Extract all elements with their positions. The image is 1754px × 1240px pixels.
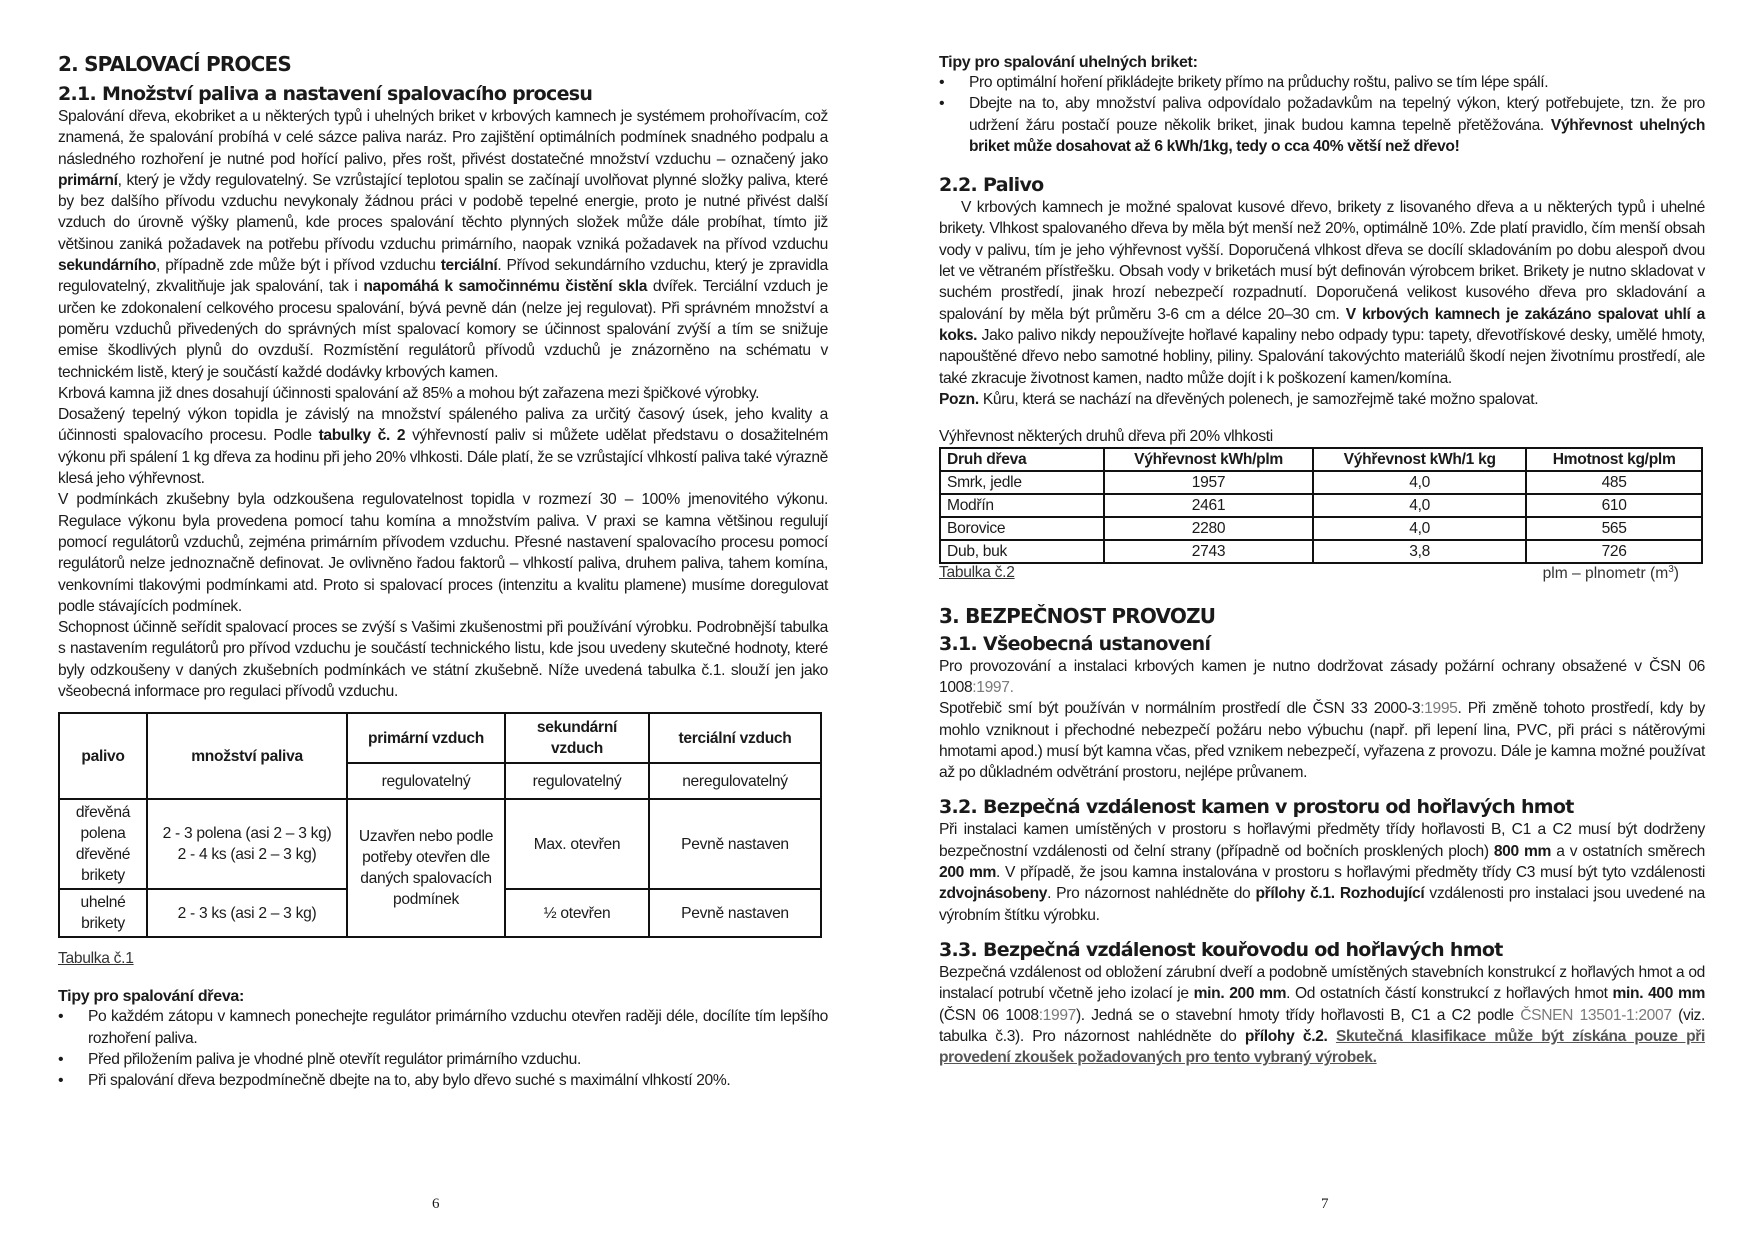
list-item: • Před přiložením paliva je vhodné plně otevřít regulátor primárního vzduchu. (58, 1049, 828, 1070)
paragraph-environment: Spotřebič smí být používán v normálním prostředí dle ČSN 33 2000-3:1995. Při změně tohoto prostředí, kdy by mohlo vzniknout i přechodné nebezpečí požáru nebo výbuchu (např. při lepení lina, PVC, při práci s nátěrovými hmotami apod.) musí být kamna včas, před vznikem nebezpečí, vyřazena z provozu. Dále je kamna možné používat až po důkladném odvětrání prostoru, nejlépe průvanem. (939, 700, 1705, 782)
table-header: Výhřevnost kWh/1 kg (1313, 448, 1526, 471)
tips-title: Tipy pro spalování dřeva: (58, 988, 245, 1006)
table-header: množství paliva (147, 713, 347, 799)
tips-list (58, 1006, 828, 1091)
table-subheader: regulovatelný (347, 763, 505, 799)
air-regulation-table (58, 712, 822, 938)
subsection-title: 2.2. Palivo (939, 174, 1044, 197)
tips-list (939, 72, 1705, 157)
paragraph-adjustment: Schopnost účinně seřídit spalovací proces se zvýší s Vašimi zkušenostmi při používání výrobku. Podrobnější tabulka s nastavením regulátorů pro přívod vzduchu je součástí technického listu, kde jsou uvedeny skutečné hodnoty, které byly odzkoušeny v daných zkušebních podmínkách ve státní zkušebně. Níže uvedená tabulka č.1. slouží jen jako všeobecná informace pro regulaci přívodů vzduchu. (58, 619, 828, 701)
table-header: Hmotnost kg/plm (1526, 448, 1702, 471)
paragraph-output: Dosažený tepelný výkon topidla je závislý na množství spáleného paliva za určitý časový úsek, jeho kvality a účinnosti spalovacího procesu. Podle tabulky č. 2 výhřevností paliv si můžete udělat představu o dosažitelném výkonu při spálení 1 kg dřeva za hodinu při jeho 20% vlhkosti. Dále platí, že se vzrůstající vlhkostí paliva také výrazně klesá jeho výhřevnost. (58, 406, 828, 488)
table-header: terciální vzduch (649, 713, 821, 763)
table-row: dřevěná polena dřevěné brikety 2 - 3 polena (asi 2 – 3 kg) 2 - 4 ks (asi 2 – 3 kg) Uzavřen nebo podle potřeby otevřen dle daných spalovacích podmínek Max. otevřen Pevně nastaven (59, 799, 821, 889)
table-footnote: plm – plnometr $(m^3)$ (1542, 564, 1679, 583)
page-number: 6 (432, 1196, 440, 1212)
subsection-title: 3.3. Bezpečná vzdálenost kouřovodu od hořlavých hmot (939, 938, 1503, 961)
paragraph-distance: Při instalaci kamen umístěných v prostoru s hořlavými předměty třídy hořlavosti B, C1 a C2 musí být dodrženy bezpečnostní vzdálenosti od čelní strany (případně od bočních prosklených ploch) 800 mm a v ostatních směrech 200 mm. V případě, že jsou kamna instalována v prostoru s hořlavými předměty třídy C3 musí být tyto vzdálenosti zdvojnásobeny. Pro názornost nahlédněte do přílohy č.1. Rozhodující vzdálenosti pro instalaci jsou uvedené na výrobním štítku výrobku. (939, 821, 1706, 924)
paragraph-flue-distance: Bezpečná vzdálenost od obložení zárubní dveří a podobně umístěných stavebních konstrukcí z hořlavých hmot a od instalací potrubí včetně jeho izolací je min. 200 mm. Od ostatních částí konstrukcí z hořlavých hmot min. 400 mm (ČSN 06 1008:1997). Jedná se o stavební hmoty třídy hořlavosti B, C1 a C2 podle ČSNEN 13501-1:2007 (viz. tabulka č.3). Pro názornost nahlédněte do přílohy č.2. Skutečná klasifikace může být získána pouze při provedení zkoušek požadovaných pro tento vybraný výrobek. (939, 963, 1706, 1067)
list-item: • Dbejte na to, aby množství paliva odpovídalo požadavkům na tepelný výkon, který potřebujete, tzn. že pro udržení žáru postačí pouze několik briket, jinak budou kamna tepelně přetěžována. Výhřevnost uhelných briket může dosahovat až 6 kWh/1kg, tedy o cca 40% větší než dřevo! (939, 93, 1705, 157)
table-caption: Tabulka č.1 (58, 950, 134, 968)
table-row: Smrk, jedle 1957 4,0 485 (940, 471, 1702, 494)
section-title: 2. SPALOVACÍ PROCES (58, 52, 291, 76)
subsection-title: 2.1. Množství paliva a nastavení spalovacího procesu (58, 83, 593, 105)
table-header: primární vzduch (347, 713, 505, 763)
page-number: 7 (1321, 1196, 1329, 1212)
left-page (58, 0, 828, 1240)
table-subheader: neregulovatelný (649, 763, 821, 799)
table-row: uhelné brikety 2 - 3 ks (asi 2 – 3 kg) ½ otevřen Pevně nastaven (59, 889, 821, 937)
table-subheader: regulovatelný (505, 763, 649, 799)
table-row: Modřín 2461 4,0 610 (940, 494, 1702, 517)
tips-title: Tipy pro spalování uhelných briket: (939, 54, 1198, 71)
right-page (939, 0, 1705, 1240)
table-header: sekundární vzduch (505, 713, 649, 763)
list-item: • Pro optimální hoření přikládejte brikety přímo na průduchy roštu, palivo se tím lépe spálí. (939, 72, 1705, 93)
paragraph-general: Pro provozování a instalaci krbových kamen je nutno dodržovat zásady požární ochrany obsažené v ČSN 06 1008:1997. (939, 657, 1705, 696)
table-header: palivo (59, 713, 147, 799)
paragraph-regulation: V podmínkách zkušebny byla odzkoušena regulovatelnost topidla v rozmezí 30 – 100% jmenovitého výkonu. Regulace výkonu byla provedena pomocí tahu komína a množstvím paliva. V praxi se kamna většinou regulují pomocí regulátorů vzduchů, zejména primárním přívodem vzduchu. Přesné nastavení spalovacího procesu pomocí regulátorů nelze jednoznačně definovat. Je ovlivněno řadou faktorů – vlhkostí paliva, druhem paliva, tahem komína, venkovními tlakovými podmínkami atd. Proto si spalovací proces (intenzitu a kvalitu plamene) musíme doregulovat podle stávajících podmínek. (58, 491, 828, 615)
wood-heating-value-table (939, 447, 1703, 564)
list-item: • Při spalování dřeva bezpodmínečně dbejte na to, aby bylo dřevo suché s maximální vlhkostí 20%. (58, 1070, 828, 1091)
table-row: Borovice 2280 4,0 565 (940, 517, 1702, 540)
paragraph-fuel: V krbových kamnech je možné spalovat kusové dřevo, brikety z lisovaného dřeva a u některých typů i uhelné brikety. Vlhkost spalovaného dřeva by měla být menší než 20%, optimálně 10%. Zde platí pravidlo, čím menší obsah vody v palivu, tím je jeho výhřevnost vyšší. Doporučená vlhkost dřeva se docílí skladováním po dobu alespoň dvou let ve větraném přístřešku. Obsah vody v briketách musí být definován výrobcem briket. Brikety je nutno skladovat v suchém prostředí, jinak hrozí nebezpečí rozpadnutí. Doporučená velikost kusového dřeva pro skladování a spalování by měla být průměru 3-6 cm a délce 20–30 cm. V krbových kamnech je zakázáno spalovat uhlí a koks. Jako palivo nikdy nepoužívejte hořlavé kapaliny nebo odpady typu: tapety, dřevotřískové desky, umělé hmoty, napouštěné dřevo nebo samotné hobliny, piliny. Spalování takovýchto materiálů škodí nejen životnímu prostředí, ale také zkracuje životnost kamen, nadto může dojít i k poškození kamen/komína. (939, 199, 1705, 387)
table-title: Výhřevnost některých druhů dřeva při 20% vlhkosti (939, 428, 1273, 446)
list-item: • Po každém zátopu v kamnech ponechejte regulátor primárního vzduchu otevřen raději déle, docílíte tím lepšího rozhoření paliva. (58, 1006, 828, 1049)
paragraph-efficiency: Krbová kamna již dnes dosahují účinnosti spalování až 85% a mohou být zařazena mezi špičkové výrobky. (58, 384, 760, 402)
subsection-title: 3.1. Všeobecná ustanovení (939, 632, 1211, 655)
paragraph-combustion: Spalování dřeva, ekobriket a u některých typů i uhelných briket v krbových kamnech je systémem prohořívacím, což znamená, že spalování probíhá v celé sázce paliva naráz. Pro zajištění optimálních podmínek snadného podpalu a následného rozhoření je nutné pod hořící palivo, přes rošt, přivést dostatečné množství vzduchu – označený jako primární, který je vždy regulovatelný. Se vzrůstající teplotou spalin se začínají uvolňovat plynné složky paliva, které by bez dalšího přívodu vzduchu nevykonaly žádnou práci v podobě tepelné energie, proto je nutné přivést další vzduch do úrovně výšky plamenů, kde proces spalování těchto plynných složek může dále probíhat, tímto již většinou zaniká požadavek na potřebu přívodu vzduchu primárního, naopak vzniká požadavek na přívod vzduchu sekundárního, případně zde může být i přívod vzduchu terciální. Přívod sekundárního vzduchu, který je zpravidla regulovatelný, zkvalitňuje jak spalování, tak i napomáhá k samočinnému čistění skla dvířek. Terciální vzduch je určen ke zdokonalení celkového procesu spalování, bývá pevně dán (nelze jej regulovat). Při správném množství a poměru vzduchů přivedených do správných míst spalovací komory se účinnost spalování zvýší a tím se snižuje emise škodlivých plynů do ovzduší. Rozmístění regulátorů přívodů vzduchů je znázorněno na schématu v technickém listě, který je součástí každé dodávky krbových kamen. (58, 108, 829, 381)
table-row: Dub, buk 2743 3,8 726 (940, 540, 1702, 563)
subsection-title: 3.2. Bezpečná vzdálenost kamen v prostoru od hořlavých hmot (939, 796, 1574, 819)
table-header: Druh dřeva (940, 448, 1104, 471)
table-header: Výhřevnost kWh/plm (1104, 448, 1313, 471)
paragraph-note: Pozn. Kůru, která se nachází na dřevěných polenech, je samozřejmě také možno spalovat. (939, 390, 1539, 408)
section-title: 3. BEZPEČNOST PROVOZU (939, 603, 1216, 628)
table-caption: Tabulka č.2 (939, 564, 1015, 582)
